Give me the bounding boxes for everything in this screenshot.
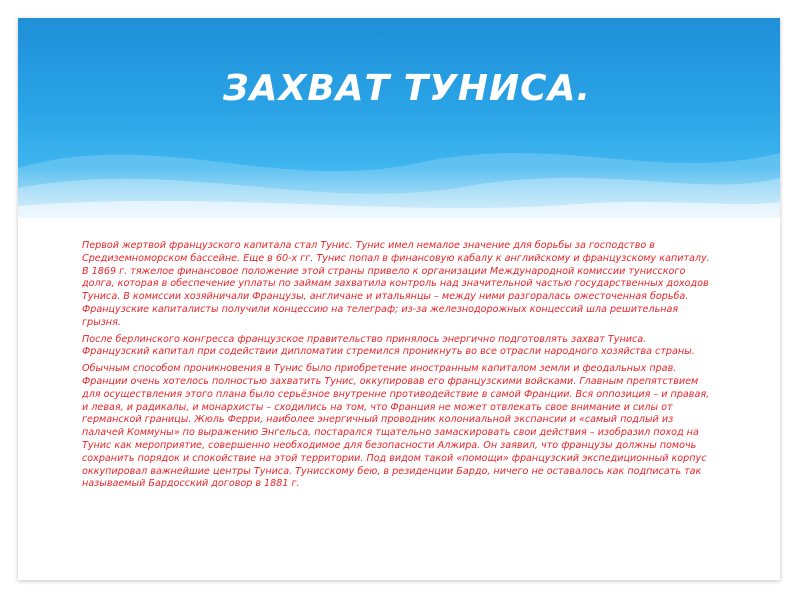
slide-title: ЗАХВАТ ТУНИСА. xyxy=(223,68,592,109)
slide-body xyxy=(82,240,714,495)
slide-header-banner xyxy=(18,18,780,218)
wave-decoration xyxy=(18,18,780,218)
paragraph-3: Обычным способом проникновения в Тунис было приобретение иностранным капиталом земли и феодальных прав. Франции очень хотелось полностью захватить Тунис, оккупировав его французскими войсками. Главным препятствием для осуществления этого плана было серьёзное внутренне противодействие в самой Франции. Вся оппозиция – и правая, и левая, и радикалы, и монархисты – сходились на том, что Франция не может отвлекать свое внимание и силы от германской границы. Жюль Ферри, наиболее энергичный проводник колониальной экспансии и «самый подлый из палачей Коммуны» по выражению Энгельса, постарался тщательно замаскировать свои действия – изобразил поход на Тунис как мероприятие, совершенно необходимое для безопасности Алжира. Он заявил, что французы должны помочь сохранить порядок и спокойствие на этой территории. Под видом такой «помощи» французский экспедиционный корпус оккупировал важнейшие центры Туниса. Тунисскому бею, в резиденции Бардо, ничего не оставалось как подписать так называемый Бардосский договор в 1881 г. xyxy=(82,363,710,490)
paragraph-2: После берлинского конгресса французское правительство принялось энергично подготовлять захват Туниса. Французский капитал при содействии дипломатии стремился проникнуть во все отрасли народного хозяйства страны. xyxy=(82,333,695,358)
paragraph-1: Первой жертвой французского капитала стал Тунис. Тунис имел немалое значение для борьбы за господство в Средиземноморском бассейне. Еще в 60-х гг. Тунис попал в финансовую кабалу к английскому и французскому капиталу. В 1869 г. тяжелое финансовое положение этой страны привело к организации Международной комиссии тунисского долга, которая в обеспечение уплаты по займам захватила контроль над значительной частью государственных доходов Туниса. В комиссии хозяйничали Французы, англичане и итальянцы – между ними разгоралась ожесточенная борьба. Французские капиталисты получили концессию на телеграф; из-за железнодорожных концессий шла решительная грызня. xyxy=(82,240,710,328)
slide xyxy=(18,18,780,580)
